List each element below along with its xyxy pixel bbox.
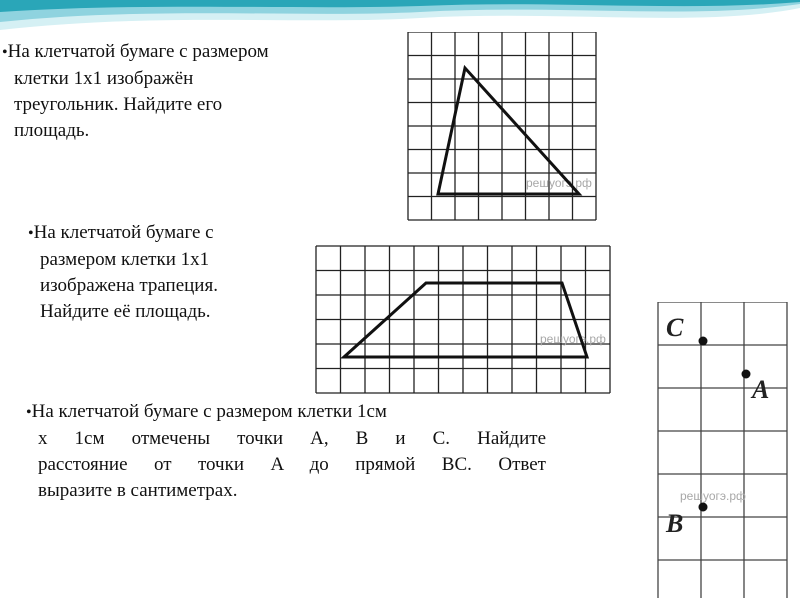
grid-background: [402, 32, 614, 228]
point-b-label: B: [666, 509, 684, 538]
point-c-dot: [699, 337, 708, 346]
task-3-line-3: расстояние от точки A до прямой BC. Ответ: [38, 454, 546, 475]
bullet: •: [26, 404, 32, 421]
task-1-line-1: На клетчатой бумаге с размером: [7, 41, 269, 62]
trapezoid-grid-figure: [314, 242, 618, 396]
task-2-line-4: Найдите её площадь.: [40, 301, 211, 322]
task-2-line-3: изображена трапеция.: [40, 275, 218, 296]
bullet: •: [2, 44, 8, 61]
watermark: решуогэ.рф: [680, 489, 746, 503]
task-1-line-2: клетки 1х1 изображён: [14, 68, 194, 89]
task-2-line-1: На клетчатой бумаге с: [33, 222, 214, 243]
task-1-line-3: треугольник. Найдите его: [14, 94, 223, 115]
task-1-text: [2, 39, 392, 144]
triangle-grid-figure: [402, 32, 614, 228]
point-a-label: A: [752, 375, 770, 404]
point-b-dot: [699, 503, 708, 512]
task-3-line-2: х 1см отмечены точки A, B и C. Найдите: [38, 428, 546, 449]
watermark: решуогэ.рф: [526, 176, 592, 190]
decorative-header-wave: [0, 0, 800, 40]
task-3-line-1: На клетчатой бумаге с размером клетки 1см: [31, 401, 387, 422]
point-c-label: C: [666, 313, 684, 342]
bullet: •: [28, 225, 34, 242]
task-2-line-2: размером клетки 1х1: [40, 249, 210, 270]
grid-background: [652, 302, 790, 598]
task-3-text: [26, 399, 546, 504]
watermark: решуогэ.рф: [540, 332, 606, 346]
points-grid-figure: [652, 302, 790, 598]
point-a-dot: [742, 370, 751, 379]
task-2-text: [28, 220, 308, 325]
task-1-line-4: площадь.: [14, 120, 90, 141]
task-3-line-4: выразите в сантиметрах.: [38, 480, 238, 501]
